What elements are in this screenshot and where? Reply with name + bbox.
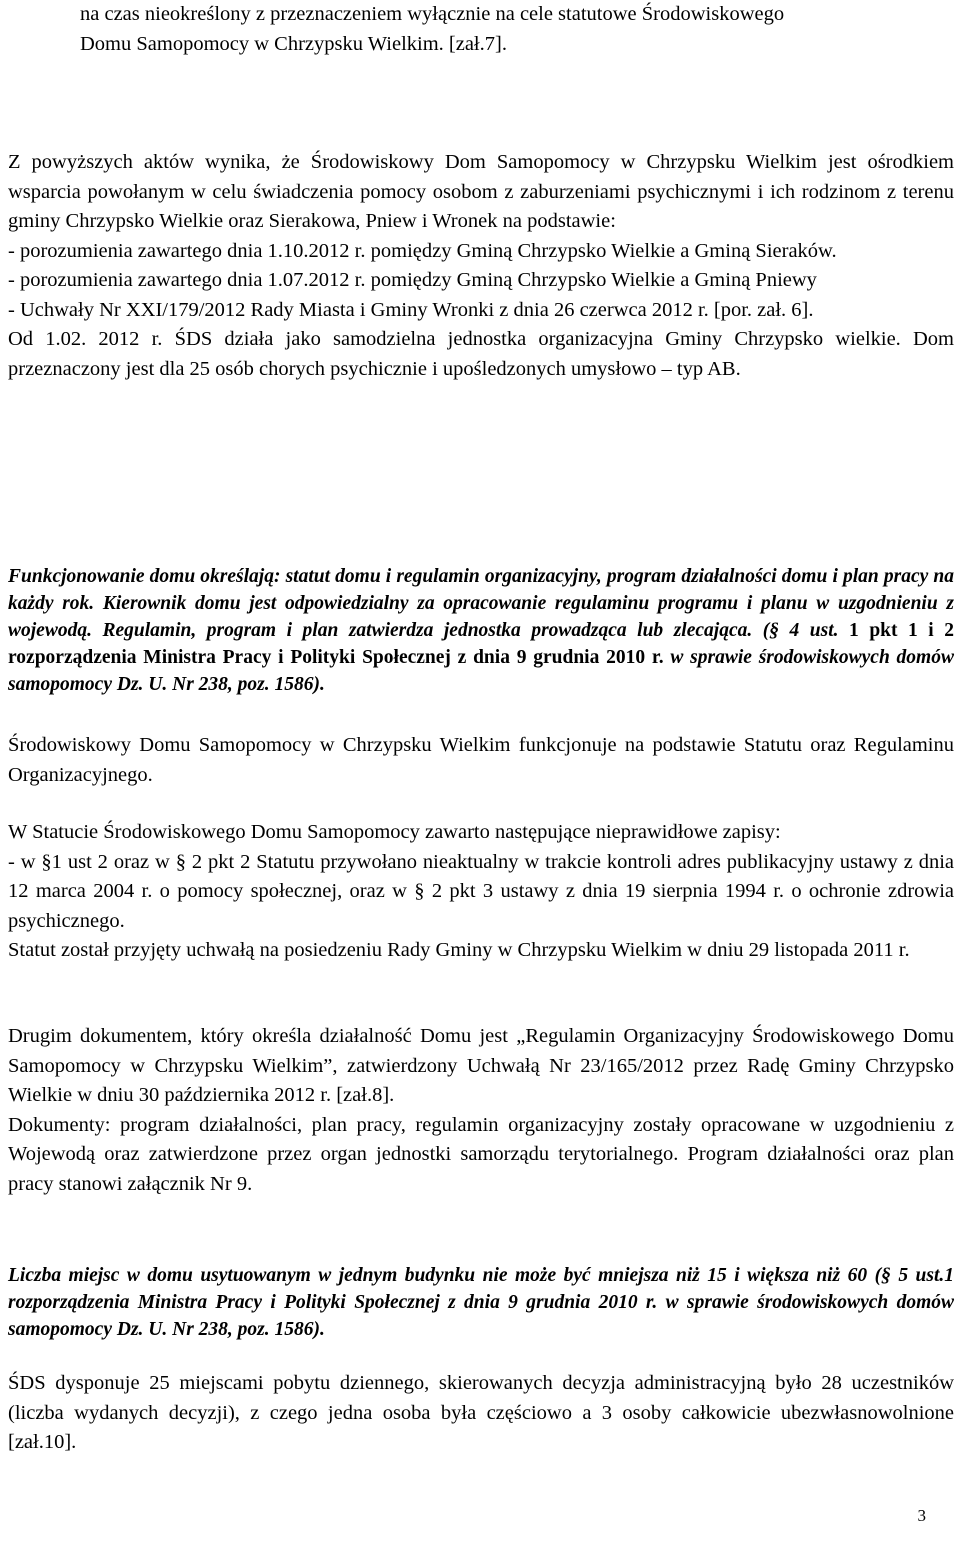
text-line: na czas nieokreślony z przeznaczeniem wyłącznie na cele statutowe Środowiskowego	[80, 3, 785, 25]
text-line: Domu Samopomocy w Chrzypsku Wielkim. [zał.7].	[80, 32, 507, 55]
list-item: - porozumienia zawartego dnia 1.07.2012 r. pomiędzy Gminą Chrzypsko Wielkie a Gminą Pniewy	[8, 269, 817, 291]
section-symbol: §	[769, 620, 779, 641]
bold-text: 1 pkt 1 i 2 rozporządzenia Ministra Pracy i Polityki Społecznej z dnia 9 grudnia 2010 r.	[8, 620, 954, 668]
paragraph-bold-places	[8, 1262, 954, 1343]
paragraph-text: Drugim dokumentem, który określa działalność Domu jest „Regulamin Organizacyjny Środowiskowego Domu Samopomocy w Chrzypsku Wielkim”, zatwierdzony Uchwałą Nr 23/165/2012 przez Radę Gminy Chrzypsko Wielkie w dniu 30 października 2012 r. [zał.8].	[8, 1025, 954, 1106]
list-item: - Uchwały Nr XXI/179/2012 Rady Miasta i Gminy Wronki z dnia 26 czerwca 2012 r. [por. zał. 6].	[8, 298, 814, 321]
bold-text: 1 rozporządzenia Ministra Pracy i Polityki Społecznej z dnia 9 grudnia 2010 r. w sprawie środowiskowych domów samopomocy Dz. U. Nr 238, poz. 1586).	[8, 1265, 954, 1340]
bold-paragraph	[8, 1262, 954, 1343]
bold-paragraph	[8, 563, 954, 698]
list-item: - porozumienia zawartego dnia 1.10.2012 r. pomiędzy Gminą Chrzypsko Wielkie a Gminą Sieraków.	[8, 239, 837, 262]
paragraph-text: ŚDS dysponuje 25 miejscami pobytu dziennego, skierowanych decyzja administracyjną było 28 uczestników (liczba wydanych decyzji), z czego jedna osoba była częściowo a 3 osoby całkowicie ubezwłasnowolnione [zał.10].	[8, 1372, 954, 1453]
paragraph-irregularities	[8, 818, 954, 966]
paragraph-regulations	[8, 1022, 954, 1199]
paragraph-text: Środowiskowy Domu Samopomocy w Chrzypsku Wielkim funkcjonuje na podstawie Statutu oraz Regulaminu Organizacyjnego.	[8, 734, 954, 786]
list-item: - w §1 ust 2 oraz w § 2 pkt 2 Statutu przywołano nieaktualny w trakcie kontroli adres publikacyjny ustawy z dnia 12 marca 2004 r. o pomocy społecznej, oraz w § 2 pkt 3 ustawy z dnia 19 sierpnia 1994 r. o ochronie zdrowia psychicznego.	[8, 850, 954, 932]
paragraph-participants	[8, 1369, 954, 1458]
paragraph-intro: W Statucie Środowiskowego Domu Samopomocy zawarto następujące nieprawidłowe zapisy:	[8, 821, 781, 843]
paragraph-legal-basis	[8, 148, 954, 384]
section-symbol: §	[881, 1265, 891, 1286]
paragraph-statute	[8, 731, 954, 790]
paragraph-intro: Z powyższych aktów wynika, że Środowiskowy Dom Samopomocy w Chrzypsku Wielkim jest ośrodkiem wsparcia powołanym w celu świadczenia pomocy osobom z zaburzeniami psychicznymi i ich rodzinom z terenu gminy Chrzypsko Wielkie oraz Sierakowa, Pniew i Wronek na podstawie:	[8, 151, 954, 232]
bold-text: 4 ust.	[779, 620, 839, 641]
paragraph-continuation	[80, 0, 954, 59]
bold-text: Funkcjonowanie domu określają: statut domu i regulamin organizacyjny, program działalności domu i plan pracy na każdy rok. Kierownik domu jest odpowiedzialny za opracowanie regulaminu programu i planu w uzgodnieniu z wojewodą. Regulamin, program i plan zatwierdza jednostka prowadząca lub zlecająca. (	[8, 566, 954, 641]
bold-text: w sprawie środowiskowych domów samopomocy Dz. U. Nr 238, poz. 1586).	[8, 647, 954, 695]
bold-text: 5 ust.	[890, 1265, 945, 1286]
paragraph-text: Dokumenty: program działalności, plan pracy, regulamin organizacyjny zostały opracowane w uzgodnieniu z Wojewodą oraz zatwierdzone przez organ jednostki samorządu terytorialnego. Program działalności oraz plan pracy stanowi załącznik Nr 9.	[8, 1113, 954, 1195]
paragraph-text: Statut został przyjęty uchwałą na posiedzeniu Rady Gminy w Chrzypsku Wielkim w dniu 29 listopada 2011 r.	[8, 939, 910, 961]
paragraph-text: Od 1.02. 2012 r. ŚDS działa jako samodzielna jednostka organizacyjna Gminy Chrzypsko wielkie. Dom przeznaczony jest dla 25 osób chorych psychicznie i upośledzonych umysłowo – typ AB.	[8, 328, 954, 380]
bold-text: Liczba miejsc w domu usytuowanym w jednym budynku nie może być mniejsza niż 15 i większa niż 60 (	[8, 1265, 882, 1286]
paragraph-bold-functioning	[8, 563, 954, 698]
page-number: 3	[917, 1506, 926, 1525]
